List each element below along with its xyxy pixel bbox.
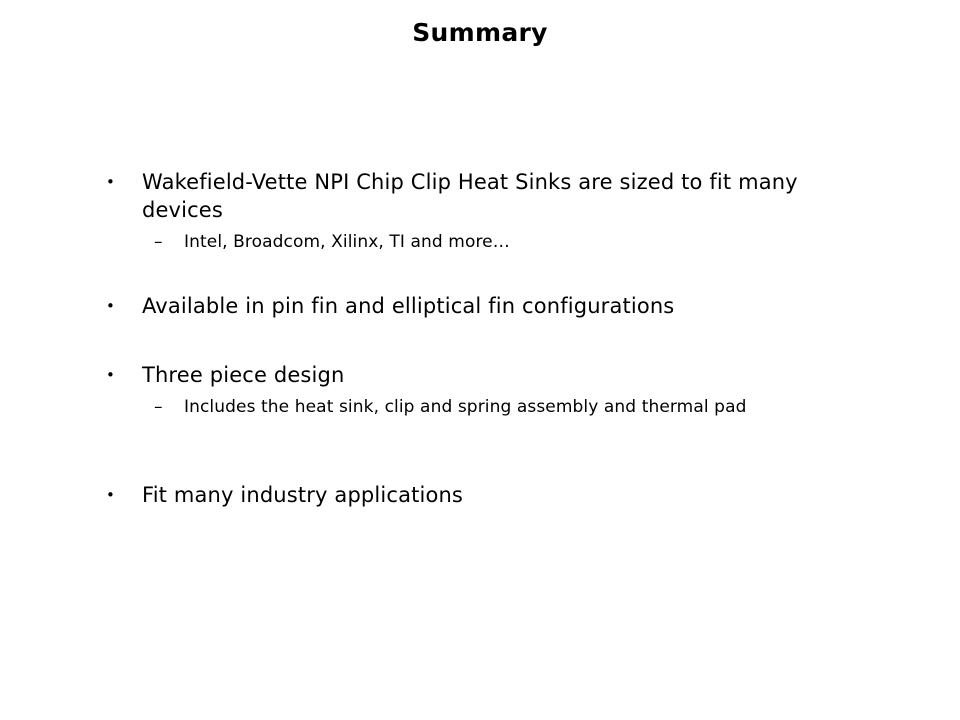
bullet-marker: • [106,297,115,315]
slide-title: Summary [412,18,548,47]
bullet-marker: • [106,486,115,504]
sub-bullet-text: Intel, Broadcom, Xilinx, TI and more… [184,232,510,252]
sub-bullet-text: Includes the heat sink, clip and spring assembly and thermal pad [184,397,747,417]
bullet-text: Fit many industry applications [142,483,464,507]
bullet-text: Wakefield-Vette NPI Chip Clip Heat Sinks are sized to fit many devices [142,170,798,222]
bullet-text: Three piece design [142,363,345,387]
bullet-marker: • [106,173,115,191]
sub-bullet-marker: – [154,397,163,417]
bullet-marker: • [106,366,115,384]
bullet-text: Available in pin fin and elliptical fin configurations [142,294,675,318]
sub-bullet-marker: – [154,232,163,252]
